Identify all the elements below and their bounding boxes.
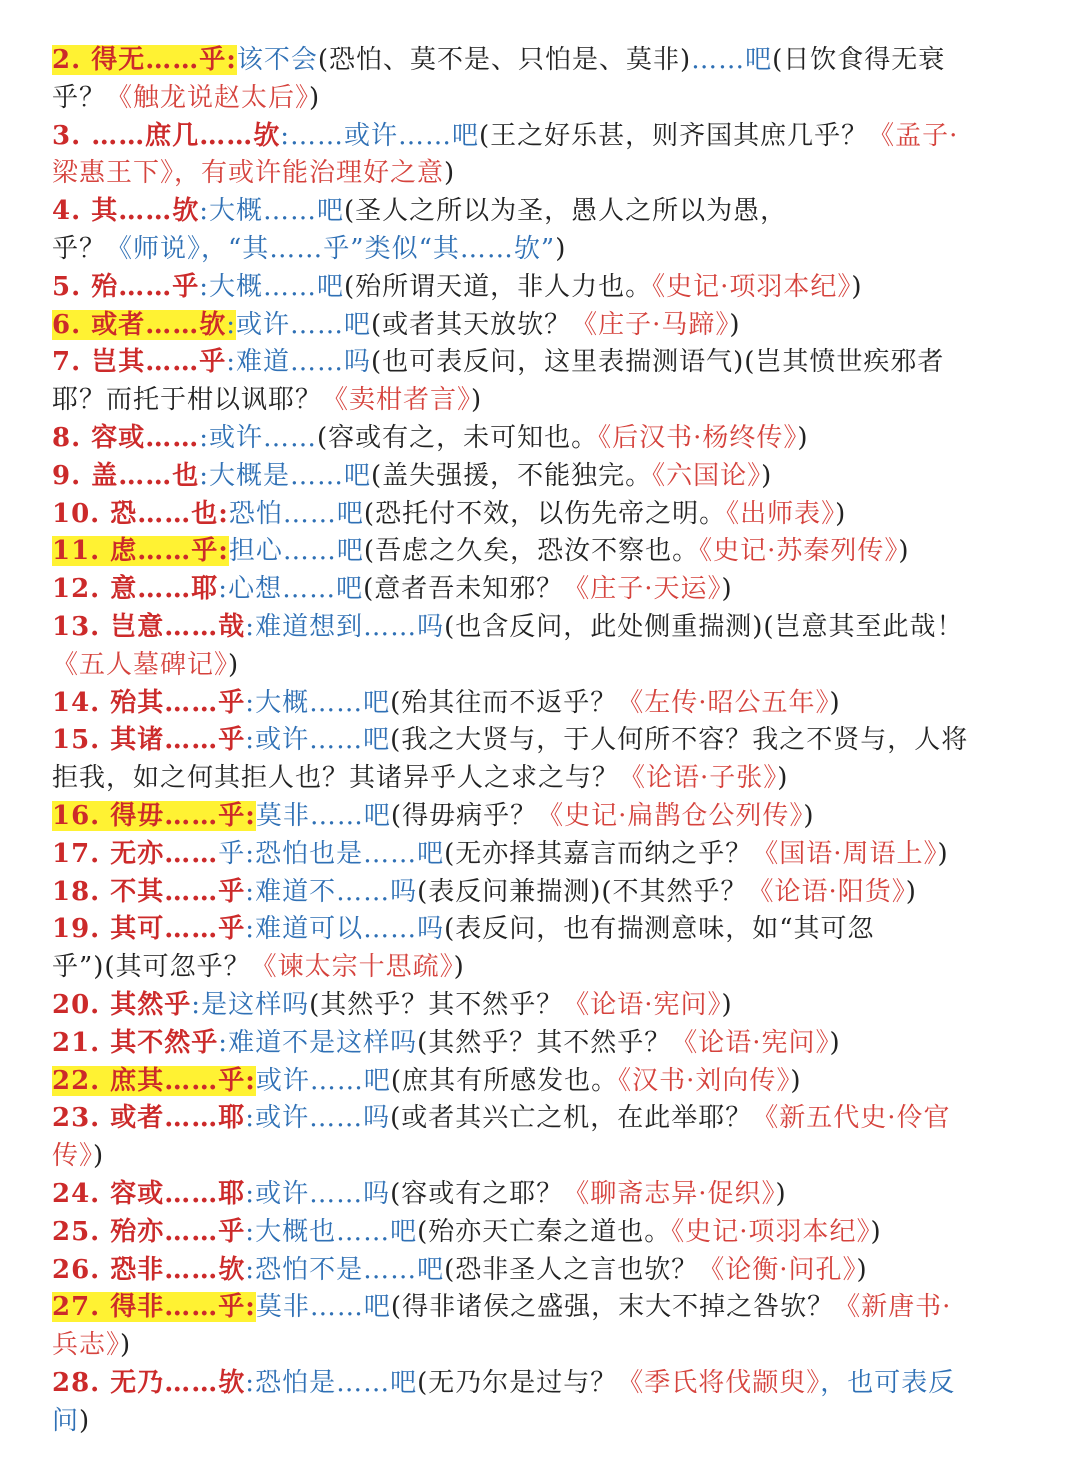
meaning-text: 或许……吗 [255, 1103, 391, 1134]
entry-heading: 14. 殆其……乎 [52, 687, 246, 718]
text-line [52, 457, 1042, 495]
entry-heading: 6. 或者……欤 [52, 309, 227, 340]
entry-heading: 26. 恐非……欤 [52, 1254, 246, 1285]
meaning-text: 大概……吧 [255, 687, 391, 718]
source-citation: 《五人墓碑记》 [52, 649, 229, 680]
example-text: ) [721, 574, 733, 605]
meaning-text: 该不会 [236, 45, 318, 75]
entry-heading: 7. 岂其……乎 [52, 347, 227, 378]
entry-heading: 25. 殆亦……乎 [52, 1216, 246, 1247]
meaning-text: 莫非……吧 [255, 1292, 391, 1323]
source-citation: 《庄子·天运》 [563, 574, 722, 605]
entry-heading: 10. 恐……也 [52, 498, 219, 529]
example-text: (得毋病乎？ [390, 801, 538, 831]
meaning-text: 担心……吧 [228, 536, 364, 567]
example-text: ) [797, 423, 809, 453]
text-line [52, 268, 1042, 306]
example-text: (容或有之耶？ [390, 1179, 564, 1209]
example-text: (恐非圣人之言也欤？ [444, 1254, 699, 1285]
meaning-text: 恐怕也是……吧 [255, 838, 445, 869]
meaning-text: : [199, 196, 209, 227]
source-citation: 《论语·子张》 [619, 763, 778, 794]
meaning-text: 或许……吧 [255, 1065, 391, 1096]
source-citation: 《论语·宪问》 [563, 990, 722, 1020]
source-citation: 《卖柑者言》 [322, 385, 472, 416]
example-text: 拒我，如之何其拒人也？其诸异乎人之求之与？ [52, 763, 620, 794]
entry-heading: 22. 庶其……乎 [52, 1065, 246, 1096]
text-line [52, 948, 1042, 986]
entry-heading: 23. 或者……耶 [52, 1103, 246, 1134]
example-text: (其然乎？其不然乎？ [417, 1027, 672, 1058]
example-text: (恐托付不效，以伤先帝之明。 [363, 498, 727, 529]
entry-heading: 21. 其不然乎 [52, 1027, 219, 1058]
example-text: 耶？而托于柑以讽耶？ [52, 385, 323, 416]
example-text: (容或有之，未可知也。 [316, 423, 599, 453]
example-text: ) [120, 1330, 132, 1361]
example-text: (表反问，也有揣测意味，如“其可忽 [444, 914, 875, 945]
entry-heading: 12. 意……耶 [52, 574, 219, 605]
example-text: ) [856, 1254, 868, 1285]
meaning-text: 难道想到……吗 [255, 612, 445, 642]
entry-heading: 20. 其然乎 [52, 990, 192, 1020]
text-line [52, 759, 1042, 797]
meaning-text: 大概是……吧 [208, 460, 371, 491]
example-text: (我之大贤与，于人何所不容？我之不贤与，人将 [390, 725, 969, 756]
meaning-text: 大概……吧 [208, 196, 344, 227]
example-text: 乎？ [52, 234, 107, 264]
text-line [52, 721, 1042, 759]
example-text: (殆亦天亡秦之道也。 [417, 1216, 672, 1247]
example-text: (殆其往而不返乎？ [390, 687, 618, 718]
meaning-text: 难道……吗 [235, 347, 371, 378]
source-citation: 《庄子·马蹄》 [571, 309, 730, 340]
meaning-text: 恐怕是……吧 [255, 1368, 418, 1398]
meaning-text: 或许……吧 [235, 309, 371, 340]
source-citation: 《史记·扁鹊仓公列传》 [537, 801, 804, 831]
example-text: ) [851, 271, 863, 302]
entry-heading: 15. 其诸……乎 [52, 725, 246, 756]
example-text: ) [79, 1405, 91, 1436]
example-text: (王之好乐甚，则齐国其庶几乎？ [478, 120, 869, 151]
entry-heading: 18. 不其……乎 [52, 876, 246, 907]
text-line [52, 1364, 1042, 1402]
text-line [52, 1251, 1042, 1289]
example-text: (圣人之所以为圣，愚人之所以为愚， [343, 196, 788, 227]
meaning-text: : [245, 1103, 256, 1134]
entry-heading: 19. 其可……乎 [52, 914, 246, 945]
meaning-text: 乎: [218, 838, 256, 869]
text-line [52, 343, 1042, 381]
source-citation: 《论衡·问孔》 [698, 1254, 857, 1285]
text-line [52, 608, 1042, 646]
example-text: ) [721, 990, 733, 1020]
example-text: (也可表反问，这里表揣测语气)(岂其愤世疾邪者 [370, 347, 945, 378]
meaning-text: 大概……吧 [208, 271, 344, 302]
entry-heading: 11. 虑……乎 [52, 536, 219, 567]
entry-heading: 17. 无亦…… [52, 838, 219, 869]
entry-heading: 24. 容或……耶 [52, 1179, 246, 1209]
meaning-text: 难道不是这样吗 [228, 1027, 418, 1058]
example-text: ) [471, 385, 483, 416]
example-text: (或者其天放欤？ [370, 309, 572, 340]
text-line [52, 154, 1042, 192]
entry-heading: : [245, 801, 256, 831]
example-text: (也含反问，此处侧重揣测)(岂意其至此哉！ [444, 612, 964, 642]
text-line [52, 1099, 1042, 1137]
example-text: ) [937, 838, 949, 869]
example-text: (其然乎？其不然乎？ [309, 990, 564, 1020]
meaning-text: : [199, 460, 209, 491]
text-line [52, 986, 1042, 1024]
meaning-text: ……或许……吧 [289, 120, 479, 151]
example-text: (殆所谓天道，非人力也。 [343, 271, 653, 302]
meaning-text: 莫非……吧 [255, 801, 391, 831]
example-text: ) [729, 309, 741, 340]
text-line [52, 1137, 1042, 1175]
meaning-text: : [245, 687, 256, 718]
meaning-text: : [226, 347, 236, 378]
example-text: (或者其兴亡之机，在此举耶？ [390, 1103, 753, 1134]
source-citation: 《史记·项羽本纪》 [652, 271, 852, 302]
source-citation: 《国语·周语上》 [752, 838, 938, 869]
entry-heading: 5. 殆……乎 [52, 271, 200, 302]
meaning-text: 或许…… [208, 423, 317, 453]
example-text: (意者吾未知邪？ [363, 574, 564, 605]
example-text: ) [898, 536, 910, 567]
entry-heading: : [218, 498, 229, 529]
meaning-text: 是这样吗 [201, 990, 310, 1020]
entry-heading: 8. 容或…… [52, 423, 200, 453]
source-citation: 《季氏将伐颛臾》 [617, 1368, 821, 1398]
source-citation: 《新五代史·伶官 [752, 1103, 951, 1134]
example-text: ) [228, 649, 240, 680]
entry-heading: 3. ……庶几……欤 [52, 120, 281, 151]
text-line [52, 495, 1042, 533]
text-line [52, 797, 1042, 835]
entry-heading: 13. 岂意……哉 [52, 612, 246, 642]
source-citation: 《谏太宗十思疏》 [250, 952, 454, 983]
meaning-text: : [245, 612, 256, 642]
example-text: ) [829, 1027, 841, 1058]
text-line [52, 532, 1042, 570]
source-citation: 传》 [52, 1141, 94, 1172]
source-citation: 《聊斋志异·促织》 [563, 1179, 776, 1209]
entry-heading: 2. 得无……乎 [52, 45, 227, 75]
entry-heading: : [245, 1292, 256, 1323]
meaning-text: : [245, 876, 256, 907]
text-line [52, 1402, 1042, 1440]
example-text: (盖失强援，不能独完。 [370, 460, 653, 491]
example-text: ) [790, 1065, 802, 1096]
source-citation: 《汉书·刘向传》 [618, 1065, 791, 1096]
entry-heading: 9. 盖……也 [52, 460, 200, 491]
meaning-text: : [245, 1368, 256, 1398]
example-text: ) [829, 687, 841, 718]
meaning-text: : [226, 309, 236, 340]
source-citation: 《左传·昭公五年》 [617, 687, 830, 718]
text-line [52, 1024, 1042, 1062]
source-citation: 《论语·阳货》 [747, 876, 906, 907]
example-text: ) [905, 876, 917, 907]
meaning-text: : [245, 725, 256, 756]
text-line [52, 1062, 1042, 1100]
source-citation: 《触龙说赵太后》 [106, 82, 310, 113]
meaning-text: : [280, 120, 290, 151]
text-line [52, 910, 1042, 948]
text-line [52, 79, 1042, 117]
source-citation: 《后汉书·杨终传》 [598, 423, 798, 453]
source-citation: 梁惠王下》，有或许能治理好之意 [52, 158, 445, 189]
entry-heading: 4. 其……欤 [52, 196, 200, 227]
example-text: ) [555, 234, 567, 264]
meaning-text: 或许……吧 [255, 725, 391, 756]
text-line [52, 381, 1042, 419]
text-line [52, 684, 1042, 722]
example-text: ) [93, 1141, 105, 1172]
example-text: ) [761, 460, 773, 491]
meaning-text: ……吧 [691, 45, 773, 75]
example-text: (得非诸侯之盛强，末大不掉之咎欤？ [390, 1292, 835, 1323]
meaning-text: : [218, 574, 229, 605]
meaning-text: 难道可以……吗 [255, 914, 445, 945]
meaning-text: : [199, 423, 209, 453]
text-line [52, 230, 1042, 268]
example-text: (恐怕、莫不是、只怕是、莫非) [317, 45, 692, 75]
meaning-text: : [245, 1254, 256, 1285]
text-line [52, 1326, 1042, 1364]
meaning-text: 难道不……吗 [255, 876, 418, 907]
example-text: ) [777, 763, 789, 794]
example-text: ) [835, 498, 847, 529]
example-text: (日饮食得无衰 [772, 45, 946, 75]
meaning-text: 大概也……吧 [255, 1216, 418, 1247]
entry-heading: : [226, 45, 237, 75]
text-line [52, 1175, 1042, 1213]
example-text: ) [444, 158, 456, 189]
entry-heading: 28. 无乃……欤 [52, 1368, 246, 1398]
example-text: ) [775, 1179, 787, 1209]
example-text: 乎？ [52, 82, 107, 113]
entry-heading: 16. 得毋……乎 [52, 801, 246, 831]
example-text: ) [453, 952, 465, 983]
meaning-text: 心想……吧 [228, 574, 364, 605]
source-citation: 《孟子· [868, 120, 959, 151]
text-line [52, 570, 1042, 608]
entry-heading: 27. 得非……乎 [52, 1292, 246, 1323]
text-line [52, 192, 1042, 230]
meaning-text: 恐怕不是……吧 [255, 1254, 445, 1285]
text-line [52, 873, 1042, 911]
meaning-text: 或许……吗 [255, 1179, 391, 1209]
example-text: ) [803, 801, 815, 831]
meaning-text: ，也可表反 [820, 1368, 956, 1398]
source-citation: 《论语·宪问》 [671, 1027, 830, 1058]
example-text: ) [309, 82, 321, 113]
text-line [52, 835, 1042, 873]
meaning-text: : [191, 990, 202, 1020]
example-text: 乎”)(其可忽乎？ [52, 952, 251, 983]
example-text: ) [870, 1216, 882, 1247]
example-text: (无亦择其嘉言而纳之乎？ [444, 838, 753, 869]
meaning-text: 问 [52, 1405, 80, 1436]
text-line [52, 117, 1042, 155]
example-text: (吾虑之久矣，恐汝不察也。 [363, 536, 700, 567]
source-citation: 《新唐书· [834, 1292, 952, 1323]
text-line [52, 646, 1042, 684]
source-citation: 《史记·项羽本纪》 [671, 1216, 871, 1247]
text-line [52, 1213, 1042, 1251]
example-text: (表反问兼揣测)(不其然乎？ [417, 876, 748, 907]
meaning-text: : [245, 914, 256, 945]
text-line [52, 1288, 1042, 1326]
meaning-text: : [199, 271, 209, 302]
text-line [52, 419, 1042, 457]
source-citation: 《出师表》 [726, 498, 836, 529]
source-citation: 《史记·苏秦列传》 [699, 536, 899, 567]
meaning-text: 《师说》，“其……乎”类似“其……欤” [106, 234, 556, 264]
entry-heading: : [245, 1065, 256, 1096]
example-text: (无乃尔是过与？ [417, 1368, 618, 1398]
meaning-text: 恐怕……吧 [228, 498, 364, 529]
text-line [52, 41, 1042, 79]
text-line [52, 306, 1042, 344]
entry-heading: : [218, 536, 229, 567]
meaning-text: : [245, 1216, 256, 1247]
source-citation: 兵志》 [52, 1330, 121, 1361]
meaning-text: : [218, 1027, 229, 1058]
example-text: (庶其有所感发也。 [390, 1065, 619, 1096]
meaning-text: : [245, 1179, 256, 1209]
source-citation: 《六国论》 [652, 460, 762, 491]
